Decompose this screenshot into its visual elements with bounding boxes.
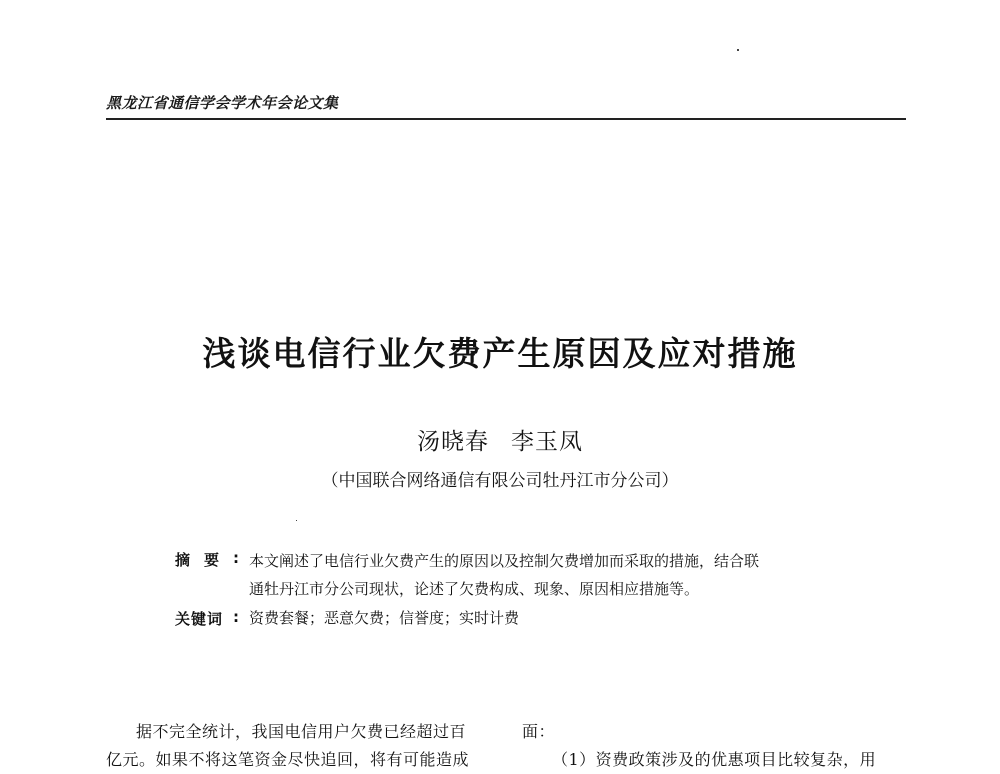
scan-speck [296,520,297,521]
body-column-left [106,718,506,774]
abstract-text [249,547,849,603]
journal-header-title: 黑龙江省通信学会学术年会论文集 [106,94,339,112]
body-line: 据不完全统计，我国电信用户欠费已经超过百 [136,722,467,741]
body-line: 亿元。如果不将这笔资金尽快追回，将有可能造成 [106,750,470,769]
keywords-label: 关键词 [175,610,224,628]
body-column-right [522,718,922,774]
scan-speck [737,49,739,51]
abstract-label: 摘要 [175,551,234,569]
body-line: 面： [522,722,556,741]
author-name: 李玉凤 [511,429,583,455]
author-name: 汤晓春 [417,429,489,455]
article-title: 浅谈电信行业欠费产生原因及应对措施 [202,334,798,373]
abstract-line: 本文阐述了电信行业欠费产生的原因以及控制欠费增加而采取的措施，结合联 [249,552,760,570]
article-authors [0,423,1000,456]
keywords-text: 资费套餐；恶意欠费；信誉度；实时计费 [249,609,520,627]
abstract-line: 通牡丹江市分公司现状，论述了欠费构成、现象、原因相应措施等。 [249,580,700,598]
author-affiliation: （中国联合网络通信有限公司牡丹江市分公司） [321,471,679,491]
keywords-colon: : [233,608,239,626]
body-line: （1）资费政策涉及的优惠项目比较复杂，用 [552,750,877,769]
header-divider [106,118,906,120]
abstract-colon: : [233,549,239,567]
